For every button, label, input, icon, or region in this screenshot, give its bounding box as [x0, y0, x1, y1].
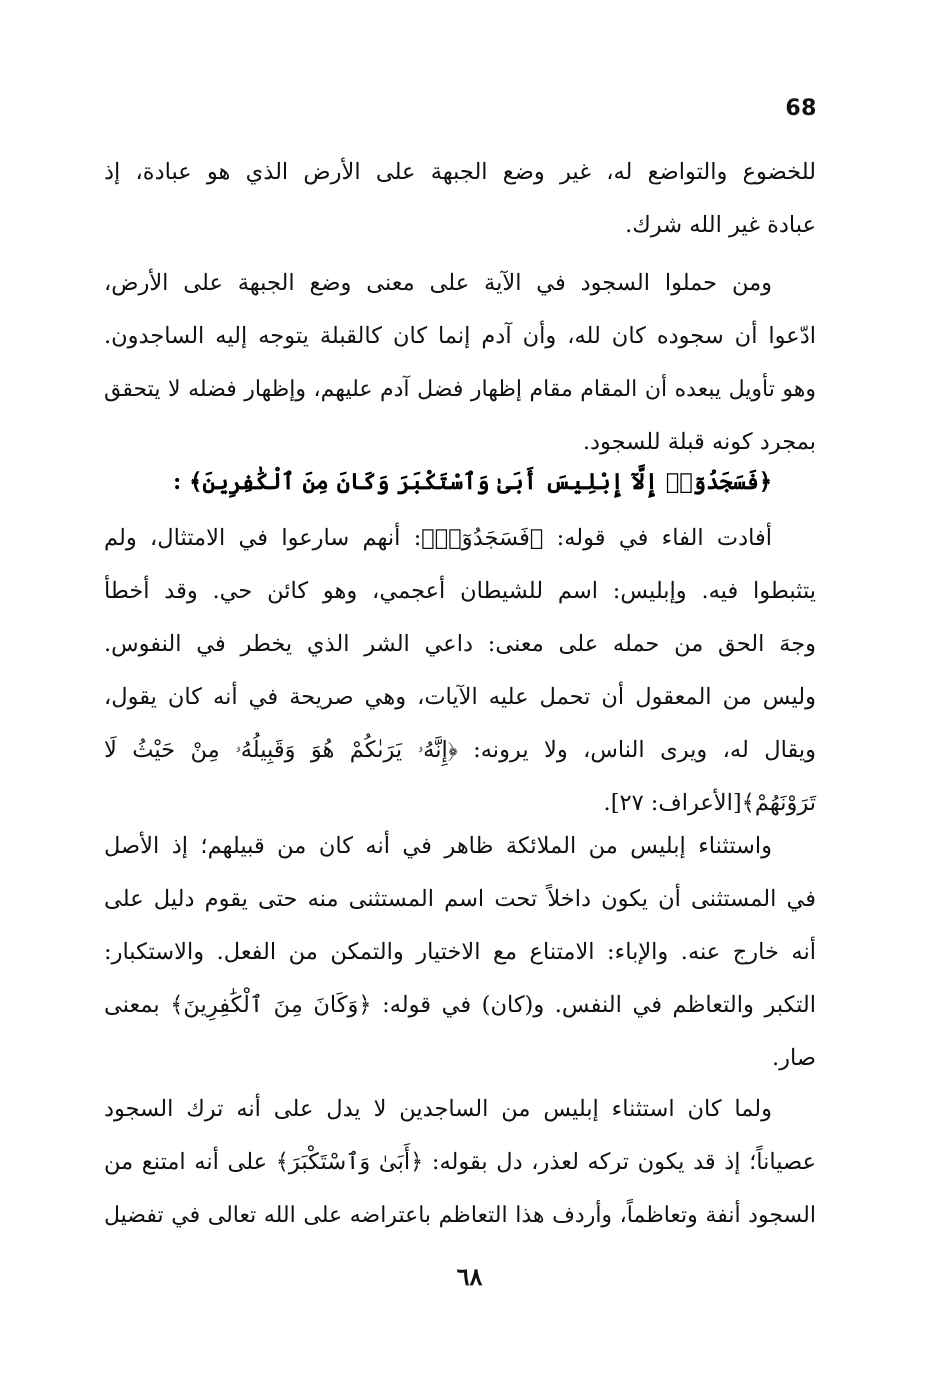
text-line: وليس من المعقول أن تحمل عليه الآيات، وهي صريحة في أنه كان يقول،: [104, 684, 816, 710]
paragraph-2: [104, 257, 816, 469]
text-line: عبادة غير الله شرك.: [625, 212, 816, 238]
text-line: واستثناء إبليس من الملائكة ظاهر في أنه كان من قبيلهم؛ إذ الأصل: [104, 833, 772, 859]
quran-verse: ﴿فَسَجَدُوٓا۟ إِلَّآ إِبْلِيسَ أَبَىٰ وَٱسْتَكْبَرَ وَكَانَ مِنَ ٱلْكَٰفِرِينَ﴾ :: [173, 469, 772, 495]
page-number-top: 68: [785, 96, 817, 121]
paragraph-1: [104, 146, 816, 252]
text-line: صار.: [772, 1045, 816, 1071]
paragraph-4: [104, 820, 816, 1085]
text-line: في المستثنى أن يكون داخلاً تحت اسم المستثنى منه حتى يقوم دليل على: [104, 886, 816, 912]
text-line: ويقال له، ويرى الناس، ولا يرونه: ﴿إِنَّهُۥ يَرَىٰكُمْ هُوَ وَقَبِيلُهُۥ مِنْ حَيْثُ لَا: [104, 737, 816, 763]
text-line: ادّعوا أن سجوده كان لله، وأن آدم إنما كان كالقبلة يتوجه إليه الساجدون.: [104, 323, 816, 349]
text-line: يتثبطوا فيه. وإبليس: اسم للشيطان أعجمي، وهو كائن حي. وقد أخطأ: [104, 578, 816, 604]
paragraph-3: [104, 512, 816, 830]
page-number-bottom: ٦٨: [456, 1262, 483, 1291]
verse-heading: [104, 456, 816, 509]
text-line: تَرَوْنَهُمْ﴾[الأعراف: ٢٧].: [603, 790, 816, 816]
text-line: ولما كان استثناء إبليس من الساجدين لا يدل على أنه ترك السجود: [104, 1096, 772, 1122]
text-line: أفادت الفاء في قوله: ﴿فَسَجَدُوٓا۟﴾: أنهم سارعوا في الامتثال، ولم: [104, 525, 772, 551]
text-line: عصياناً؛ إذ قد يكون تركه لعذر، دل بقوله: ﴿أَبَىٰ وَٱسْتَكْبَرَ﴾ على أنه امتنع من: [104, 1149, 816, 1175]
text-line: ومن حملوا السجود في الآية على معنى وضع الجبهة على الأرض،: [104, 270, 772, 296]
text-line: أنه خارج عنه. والإباء: الامتناع مع الاختيار والتمكن من الفعل. والاستكبار:: [104, 939, 816, 965]
paragraph-5: [104, 1083, 816, 1242]
text-line: وجهَ الحق من حمله على معنى: داعي الشر الذي يخطر في النفوس.: [104, 631, 816, 657]
text-line: للخضوع والتواضع له، غير وضع الجبهة على الأرض الذي هو عبادة، إذ: [104, 159, 816, 185]
text-line: السجود أنفة وتعاظماً، وأردف هذا التعاظم باعتراضه على الله تعالى في تفضيل: [104, 1203, 816, 1228]
text-line: بمجرد كونه قبلة للسجود.: [582, 429, 816, 455]
text-line: وهو تأويل يبعده أن المقام مقام إظهار فضل آدم عليهم، وإظهار فضله لا يتحقق: [104, 377, 816, 402]
text-line: التكبر والتعاظم في النفس. و(كان) في قوله: ﴿وَكَانَ مِنَ ٱلْكَٰفِرِينَ﴾ بمعنى: [104, 992, 816, 1018]
